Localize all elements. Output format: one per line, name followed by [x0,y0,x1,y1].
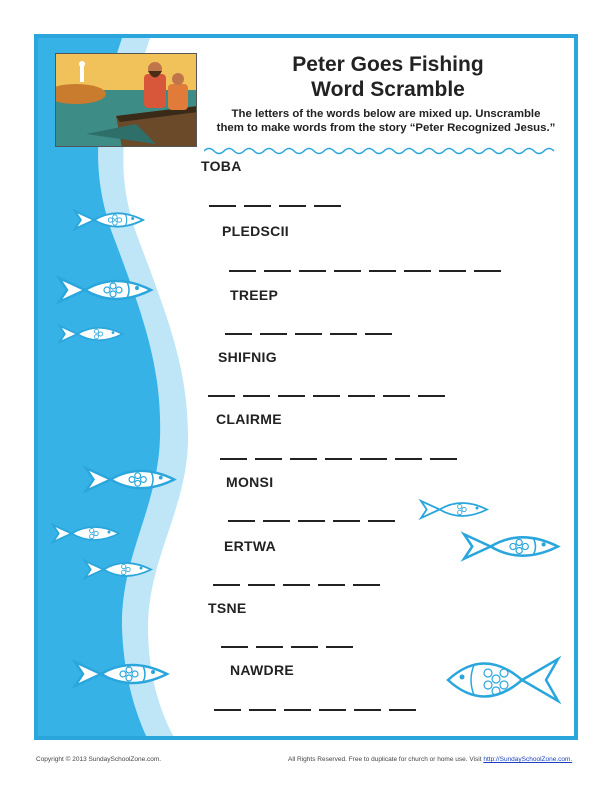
letter-blank[interactable] [209,205,236,207]
fish-icon [50,522,122,545]
letter-blank[interactable] [298,520,325,522]
letter-blank[interactable] [395,458,422,460]
letter-blank[interactable] [213,584,240,586]
scrambled-word: PLEDSCII [222,223,289,239]
letter-blank[interactable] [334,270,361,272]
letter-blank[interactable] [360,458,387,460]
letter-blank[interactable] [228,520,255,522]
scrambled-word: ERTWA [224,538,277,554]
answer-blanks[interactable] [221,646,353,648]
letter-blank[interactable] [264,270,291,272]
letter-blank[interactable] [314,205,341,207]
fish-icon [72,208,146,232]
scrambled-word: NAWDRE [230,662,295,678]
letter-blank[interactable] [244,205,271,207]
letter-blank[interactable] [333,520,360,522]
letter-blank[interactable] [279,205,306,207]
letter-blank[interactable] [290,458,317,460]
worksheet-title-line1: Peter Goes Fishing [292,53,484,76]
answer-blanks[interactable] [229,270,501,272]
letter-blank[interactable] [319,709,346,711]
footer-link[interactable]: http://SundaySchoolZone.com. [483,756,573,763]
peter-boat-illustration [55,53,197,147]
letter-blank[interactable] [439,270,466,272]
letter-blank[interactable] [208,395,235,397]
letter-blank[interactable] [249,709,276,711]
letter-blank[interactable] [330,333,357,335]
letter-blank[interactable] [354,709,381,711]
letter-blank[interactable] [283,584,310,586]
instructions-line2: them to make words from the story “Peter Recognized Jesus.” [216,122,556,134]
scrambled-word: MONSI [226,474,274,490]
answer-blanks[interactable] [209,205,341,207]
letter-blank[interactable] [326,646,353,648]
worksheet-frame [34,34,578,740]
letter-blank[interactable] [318,584,345,586]
instructions-line1: The letters of the words below are mixed up. Unscramble [231,108,541,120]
letter-blank[interactable] [260,333,287,335]
fish-icon [460,530,562,563]
letter-blank[interactable] [418,395,445,397]
letter-blank[interactable] [225,333,252,335]
fish-icon [82,558,154,581]
letter-blank[interactable] [221,646,248,648]
footer-rights-text: All Rights Reserved. Free to duplicate for church or home use. Visit [288,756,482,763]
answer-blanks[interactable] [220,458,457,460]
fish-icon [71,658,171,690]
fish-icon [56,323,126,345]
answer-blanks[interactable] [228,520,395,522]
answer-blanks[interactable] [213,584,380,586]
scrambled-word: CLAIRME [216,411,282,427]
letter-blank[interactable] [278,395,305,397]
letter-blank[interactable] [248,584,275,586]
letter-blank[interactable] [299,270,326,272]
scrambled-word: TREEP [230,287,279,303]
fish-icon [418,498,490,521]
fish-icon [82,464,178,495]
answer-blanks[interactable] [225,333,392,335]
letter-blank[interactable] [243,395,270,397]
letter-blank[interactable] [291,646,318,648]
fish-icon [444,653,562,707]
answer-blanks[interactable] [214,709,416,711]
letter-blank[interactable] [430,458,457,460]
scrambled-word: TOBA [201,158,242,174]
letter-blank[interactable] [313,395,340,397]
answer-blanks[interactable] [208,395,445,397]
letter-blank[interactable] [255,458,282,460]
letter-blank[interactable] [389,709,416,711]
letter-blank[interactable] [383,395,410,397]
letter-blank[interactable] [353,584,380,586]
worksheet-title-line2: Word Scramble [311,78,465,101]
scrambled-word: TSNE [208,600,247,616]
fish-icon [55,274,155,306]
letter-blank[interactable] [474,270,501,272]
letter-blank[interactable] [295,333,322,335]
footer-copyright: Copyright © 2013 SundaySchoolZone.com. [36,756,162,763]
letter-blank[interactable] [284,709,311,711]
letter-blank[interactable] [369,270,396,272]
letter-blank[interactable] [263,520,290,522]
footer-rights [288,756,572,763]
letter-blank[interactable] [220,458,247,460]
letter-blank[interactable] [325,458,352,460]
letter-blank[interactable] [214,709,241,711]
letter-blank[interactable] [348,395,375,397]
wave-divider [204,146,560,156]
letter-blank[interactable] [404,270,431,272]
letter-blank[interactable] [368,520,395,522]
scrambled-word: SHIFNIG [218,349,277,365]
letter-blank[interactable] [229,270,256,272]
letter-blank[interactable] [256,646,283,648]
letter-blank[interactable] [365,333,392,335]
